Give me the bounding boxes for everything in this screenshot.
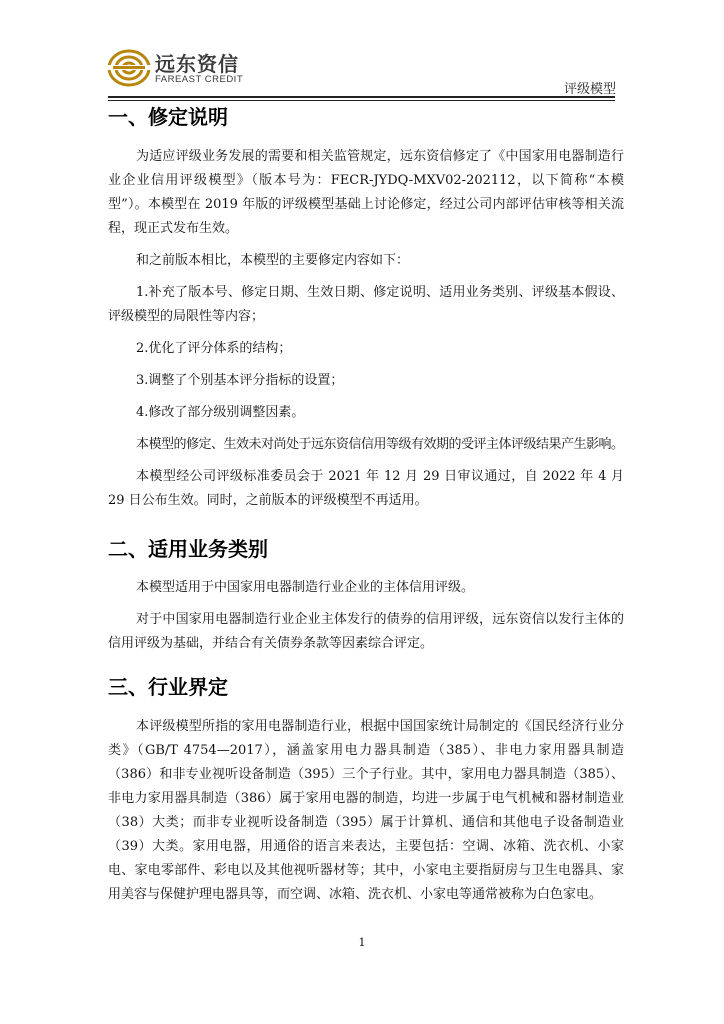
- section-applicable-business: [108, 534, 624, 656]
- section-industry-definition: [108, 672, 624, 907]
- page-header: [0, 0, 724, 100]
- paragraph: 4.修改了部分级别调整因素。: [136, 405, 305, 420]
- header-document-type: 评级模型: [563, 82, 616, 97]
- header-divider-thin: [108, 100, 615, 101]
- section-heading: 二、适用业务类别: [108, 537, 268, 561]
- section-revision-notes: [108, 102, 624, 513]
- section-heading: 三、行业界定: [108, 675, 228, 699]
- header-divider: [108, 96, 615, 98]
- brand-name-en: FAREAST CREDIT: [155, 74, 244, 85]
- paragraph: 本模型经公司评级标准委员会于 2021 年 12 月 29 日审议通过，自 2022 年 4 月 29 日公布生效。同时，之前版本的评级模型不再适用。: [108, 469, 624, 508]
- paragraph: 为适应评级业务发展的需要和相关监管规定，远东资信修定了《中国家用电器制造行业企业信用评级模型》（版本号为：FECR-JYDQ-MXV02-202112，以下简称“本模型”）。本模型在 2019 年版的评级模型基础上讨论修定，经过公司内部评估审核等相关流程，现正式发布生效。: [108, 149, 624, 236]
- paragraph: 3.调整了个别基本评分指标的设置；: [136, 373, 344, 388]
- section-heading: 一、修定说明: [108, 105, 228, 129]
- paragraph: 和之前版本相比，本模型的主要修定内容如下：: [136, 253, 410, 268]
- page-number: 1: [358, 936, 366, 949]
- paragraph: 本评级模型所指的家用电器制造行业，根据中国国家统计局制定的《国民经济行业分类》（GB/T 4754—2017），涵盖家用电力器具制造（385）、非电力家用器具制造（386）和非专业视听设备制造（395）三个子行业。其中，家用电力器具制造（385）、非电力家用器具制造（386）属于家用电器的制造，均进一步属于电气机械和器材制造业（38）大类；而非专业视听设备制造（395）属于计算机、通信和其他电子设备制造业（39）大类。家用电器，用通俗的语言来表达，主要包括：空调、冰箱、洗衣机、小家电、家电零部件、彩电以及其他视听器材等；其中，小家电主要指厨房与卫生电器具、家用美容与保健护理电器具等，而空调、冰箱、洗衣机、小家电等通常被称为白色家电。: [108, 719, 624, 902]
- brand-name-cn: 远东资信: [155, 52, 239, 76]
- paragraph: 本模型适用于中国家用电器制造行业企业的主体信用评级。: [136, 580, 475, 595]
- paragraph: 2.优化了评分体系的结构；: [136, 341, 292, 356]
- company-logo: [107, 48, 247, 94]
- paragraph: 对于中国家用电器制造行业企业主体发行的债券的信用评级，远东资信以发行主体的信用评级为基础，并结合有关债券条款等因素综合评定。: [108, 612, 624, 651]
- paragraph: 本模型的修定、生效未对尚处于远东资信信用等级有效期的受评主体评级结果产生影响。: [136, 437, 624, 452]
- fareast-logo-icon: [107, 48, 151, 88]
- paragraph: 1.补充了版本号、修定日期、生效日期、修定说明、适用业务类别、评级基本假设、评级模型的局限性等内容；: [108, 285, 624, 324]
